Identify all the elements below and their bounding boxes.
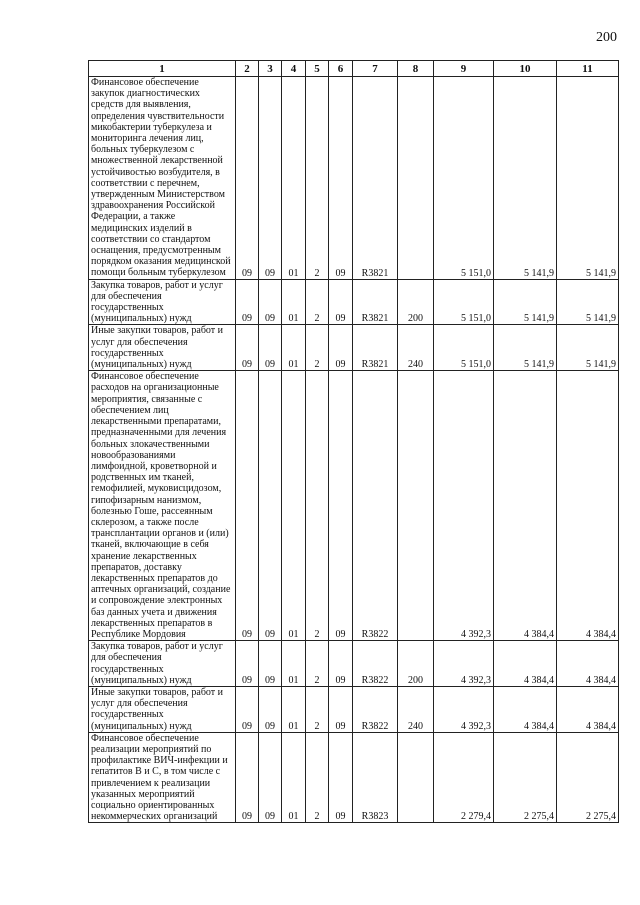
cell-c9: 5 151,0 (434, 77, 494, 280)
cell-c6: 09 (329, 77, 353, 280)
cell-c3: 09 (259, 371, 282, 641)
column-header: 9 (434, 61, 494, 77)
table-row (89, 371, 619, 641)
cell-c9: 5 151,0 (434, 325, 494, 371)
column-header: 11 (557, 61, 619, 77)
cell-c2: 09 (236, 325, 259, 371)
cell-c10: 5 141,9 (494, 77, 557, 280)
cell-c3: 09 (259, 732, 282, 823)
cell-c10: 5 141,9 (494, 279, 557, 325)
cell-c4: 01 (282, 641, 306, 687)
cell-c2: 09 (236, 279, 259, 325)
cell-c6: 09 (329, 279, 353, 325)
cell-c10: 4 384,4 (494, 641, 557, 687)
cell-c5: 2 (306, 732, 329, 823)
cell-c7: R3821 (353, 279, 398, 325)
cell-c7: R3821 (353, 325, 398, 371)
column-header: 3 (259, 61, 282, 77)
cell-c9: 4 392,3 (434, 686, 494, 732)
cell-c11: 4 384,4 (557, 641, 619, 687)
cell-c7: R3823 (353, 732, 398, 823)
cell-c4: 01 (282, 371, 306, 641)
cell-c9: 5 151,0 (434, 279, 494, 325)
column-header: 10 (494, 61, 557, 77)
cell-c5: 2 (306, 279, 329, 325)
table-header-row (89, 61, 619, 77)
cell-c4: 01 (282, 686, 306, 732)
cell-c3: 09 (259, 686, 282, 732)
cell-c8: 240 (398, 686, 434, 732)
cell-c9: 4 392,3 (434, 371, 494, 641)
cell-c10: 4 384,4 (494, 371, 557, 641)
cell-c2: 09 (236, 686, 259, 732)
cell-c2: 09 (236, 77, 259, 280)
cell-c5: 2 (306, 686, 329, 732)
cell-c9: 4 392,3 (434, 641, 494, 687)
cell-c9: 2 279,4 (434, 732, 494, 823)
column-header: 1 (89, 61, 236, 77)
row-name: Финансовое обеспечение расходов на организационные мероприятия, связанные с обеспечением лиц лекарственными препаратами, предназначенными для лечения больных злокачественными новообразованиями лимфоидной, кроветворной и родственных им тканей, гемофилией, муковисцидозом, гипофизарным нанизмом, болезнью Гоше, рассеянным склерозом, а также после трансплантации органов и (или) тканей, включающие в себя хранение лекарственных препаратов, доставку лекарственных препаратов до аптечных организаций, создание и сопровождение электронных баз данных учета и движения лекарственных препаратов в Республике Мордовия (89, 371, 236, 641)
table-row (89, 279, 619, 325)
cell-c8: 200 (398, 279, 434, 325)
column-header: 6 (329, 61, 353, 77)
cell-c7: R3821 (353, 77, 398, 280)
cell-c3: 09 (259, 279, 282, 325)
cell-c5: 2 (306, 77, 329, 280)
cell-c11: 4 384,4 (557, 371, 619, 641)
cell-c10: 5 141,9 (494, 325, 557, 371)
column-header: 8 (398, 61, 434, 77)
cell-c2: 09 (236, 641, 259, 687)
cell-c8 (398, 77, 434, 280)
table-row (89, 732, 619, 823)
cell-c5: 2 (306, 325, 329, 371)
cell-c10: 2 275,4 (494, 732, 557, 823)
page-number: 200 (596, 30, 617, 45)
cell-c5: 2 (306, 641, 329, 687)
cell-c4: 01 (282, 77, 306, 280)
table-row (89, 641, 619, 687)
column-header: 2 (236, 61, 259, 77)
cell-c2: 09 (236, 371, 259, 641)
row-name: Финансовое обеспечение реализации мероприятий по профилактике ВИЧ-инфекции и гепатитов B и C, в том числе с привлечением к реализации указанных мероприятий социально ориентированных некоммерческих организаций (89, 732, 236, 823)
cell-c8: 240 (398, 325, 434, 371)
cell-c5: 2 (306, 371, 329, 641)
column-header: 4 (282, 61, 306, 77)
row-name: Закупка товаров, работ и услуг для обеспечения государственных (муниципальных) нужд (89, 279, 236, 325)
cell-c11: 4 384,4 (557, 686, 619, 732)
cell-c4: 01 (282, 732, 306, 823)
cell-c7: R3822 (353, 371, 398, 641)
table-row (89, 325, 619, 371)
cell-c6: 09 (329, 325, 353, 371)
cell-c4: 01 (282, 279, 306, 325)
row-name: Финансовое обеспечение закупок диагностических средств для выявления, определения чувствительности микобактерии туберкулеза и мониторинга лечения лиц, больных туберкулезом с множественной лекарственной устойчивостью возбудителя, в соответствии с перечнем, утвержденным Министерством здравоохранения Российской Федерации, а также медицинских изделий в соответствии со стандартом оснащения, предусмотренным порядком оказания медицинской помощи больным туберкулезом (89, 77, 236, 280)
cell-c11: 5 141,9 (557, 279, 619, 325)
cell-c2: 09 (236, 732, 259, 823)
cell-c6: 09 (329, 641, 353, 687)
cell-c6: 09 (329, 371, 353, 641)
table-row (89, 77, 619, 280)
cell-c11: 5 141,9 (557, 77, 619, 280)
cell-c11: 2 275,4 (557, 732, 619, 823)
cell-c3: 09 (259, 641, 282, 687)
cell-c4: 01 (282, 325, 306, 371)
cell-c8 (398, 732, 434, 823)
cell-c8: 200 (398, 641, 434, 687)
cell-c10: 4 384,4 (494, 686, 557, 732)
column-header: 5 (306, 61, 329, 77)
column-header: 7 (353, 61, 398, 77)
table-row (89, 686, 619, 732)
cell-c7: R3822 (353, 641, 398, 687)
cell-c3: 09 (259, 325, 282, 371)
row-name: Иные закупки товаров, работ и услуг для обеспечения государственных (муниципальных) нужд (89, 325, 236, 371)
cell-c3: 09 (259, 77, 282, 280)
cell-c6: 09 (329, 686, 353, 732)
cell-c6: 09 (329, 732, 353, 823)
cell-c8 (398, 371, 434, 641)
cell-c7: R3822 (353, 686, 398, 732)
row-name: Закупка товаров, работ и услуг для обеспечения государственных (муниципальных) нужд (89, 641, 236, 687)
cell-c11: 5 141,9 (557, 325, 619, 371)
budget-table (88, 60, 619, 823)
row-name: Иные закупки товаров, работ и услуг для обеспечения государственных (муниципальных) нужд (89, 686, 236, 732)
